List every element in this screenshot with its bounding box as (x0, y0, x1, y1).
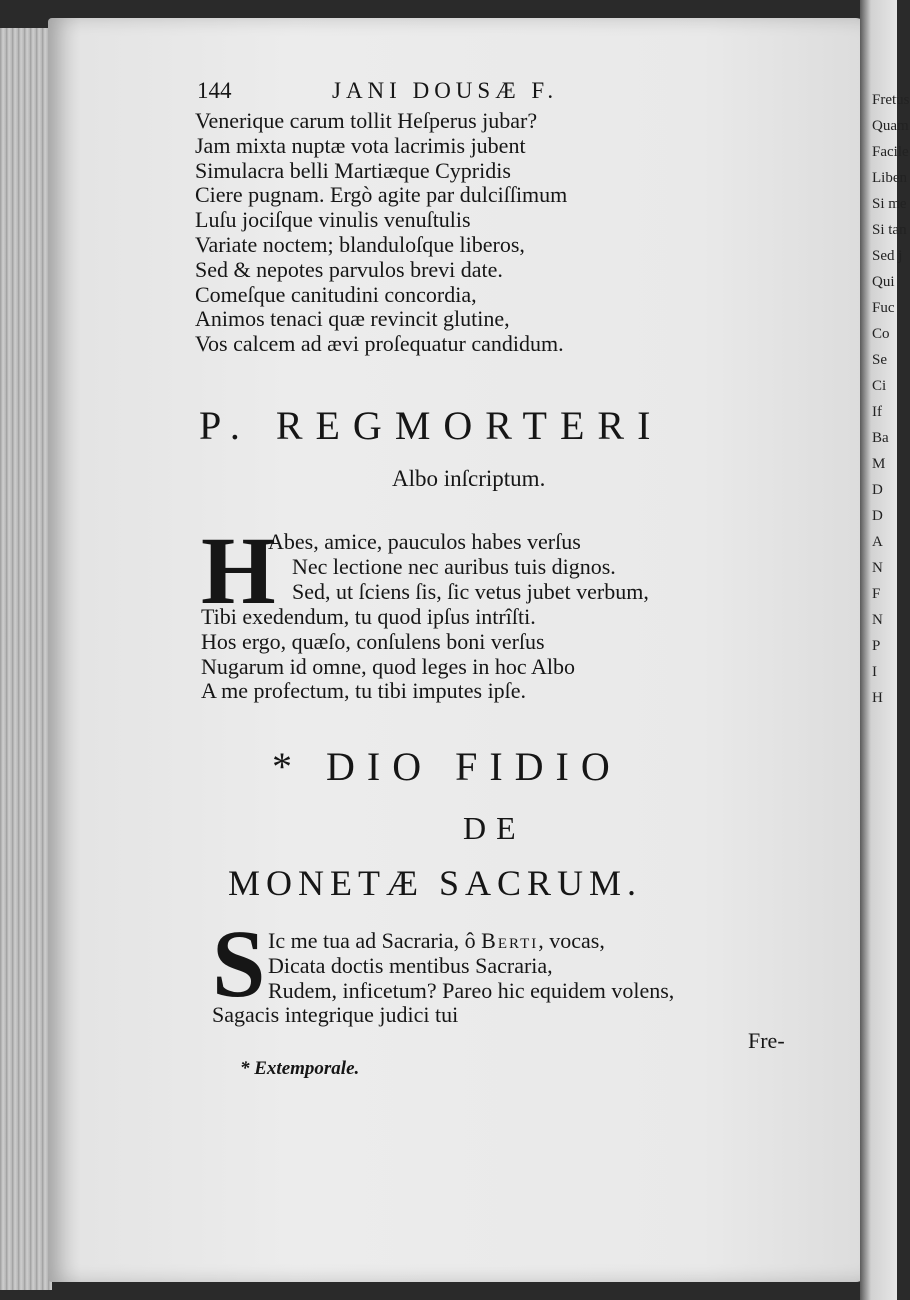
facing-page-fragment: N (872, 560, 883, 576)
section-title-regmorteri: P. REGMORTERI (199, 403, 664, 448)
facing-page-fragment: P (872, 638, 881, 654)
drop-cap-s: S (212, 910, 266, 1017)
poem-line: Rudem, inficetum? Pareo hic equidem volens, (268, 977, 675, 1003)
drop-cap-h: H (201, 517, 276, 624)
facing-page-fragment: Facile (872, 144, 909, 160)
section-subtitle: Albo inſcriptum. (392, 466, 546, 491)
poem-line: Animos tenaci quæ revincit glutine, (195, 306, 510, 332)
poem-line: Abes, amice, pauculos habes verſus (268, 529, 581, 554)
facing-page (860, 0, 910, 1300)
section-title-monetae: MONETÆ SACRUM. (228, 863, 643, 903)
facing-page-fragment: Liben (872, 170, 907, 186)
facing-page-fragment: If (872, 404, 882, 420)
page-number: 144 (197, 78, 232, 103)
poem-2-indented (268, 530, 858, 604)
facing-page-fragment: Fuc (872, 300, 895, 316)
poem-line: Nugarum id omne, quod leges in hoc Albo (201, 653, 575, 679)
facing-page-fragment: N (872, 612, 883, 628)
line-text: Ic me tua ad Sacraria, ô (268, 928, 482, 953)
poem-line: Vos calcem ad ævi proſequatur candidum. (195, 331, 564, 357)
poem-line: Jam mixta nuptæ vota lacrimis jubent (195, 132, 526, 158)
poem-line (268, 929, 858, 954)
facing-page-fragment: Se (872, 352, 887, 368)
poem-line: Venerique carum tollit Heſperus jubar? (195, 108, 538, 133)
facing-page-fragment: I (872, 664, 877, 680)
poem-line: Simulacra belli Martiæque Cypridis (195, 157, 511, 183)
footnote: * Extemporale. (240, 1058, 360, 1079)
section-title-de: DE (463, 810, 526, 846)
poem-line: Sed, ut ſciens ſis, ſic vetus jubet verbum, (292, 578, 649, 604)
facing-page-fragment: A (872, 534, 883, 550)
poem-1 (195, 109, 785, 357)
facing-page-fragment: Ba (872, 430, 889, 446)
poem-line: Nec lectione nec auribus tuis dignos. (292, 553, 616, 579)
facing-page-fragment: F (872, 586, 881, 602)
facing-page-fragment: Co (872, 326, 890, 342)
facing-page-fragment: Fretus (872, 92, 910, 108)
poem-line: Luſu jociſque vinulis venuſtulis (195, 207, 471, 233)
poem-line: Tibi exedendum, tu quod ipſus intrîſti. (201, 604, 536, 629)
facing-page-fragment: Sed j (872, 248, 903, 264)
name-berti: Berti (481, 928, 539, 953)
facing-page-fragment: D (872, 482, 883, 498)
facing-page-fragment: Ci (872, 378, 887, 394)
poem-line: Sagacis integrique judici tui (212, 1002, 459, 1027)
poem-line: Dicata doctis mentibus Sacraria, (268, 952, 553, 978)
section-title-dio-fidio: * DIO FIDIO (272, 744, 622, 789)
running-title: JANI DOUSÆ F. (332, 78, 559, 103)
poem-3-indented (268, 929, 858, 1003)
poem-2 (201, 605, 791, 704)
poem-line: Ciere pugnam. Ergò agite par dulciſſimum (195, 182, 568, 208)
catchword: Fre- (748, 1028, 785, 1053)
poem-line: Hos ergo, quæſo, conſulens boni verſus (201, 628, 545, 654)
line-text: , vocas, (538, 928, 605, 953)
facing-page-fragment: H (872, 690, 883, 706)
facing-page-fragment: Quam (872, 118, 909, 134)
book-page-edges (0, 28, 52, 1290)
poem-line: Variate noctem; blanduloſque liberos, (195, 231, 525, 257)
running-header (197, 78, 677, 108)
facing-page-fragment: Si me (872, 196, 907, 212)
facing-page-fragment: M (872, 456, 886, 472)
poem-3 (212, 1003, 802, 1028)
poem-line: A me profectum, tu tibi imputes ipſe. (201, 678, 527, 704)
poem-line: Sed & nepotes parvulos brevi date. (195, 256, 503, 282)
facing-page-fragment: D (872, 508, 883, 524)
facing-page-fragment: Qui (872, 274, 895, 290)
facing-page-fragment: Si tan (872, 222, 907, 238)
poem-line: Comeſque canitudini concordia, (195, 281, 477, 307)
